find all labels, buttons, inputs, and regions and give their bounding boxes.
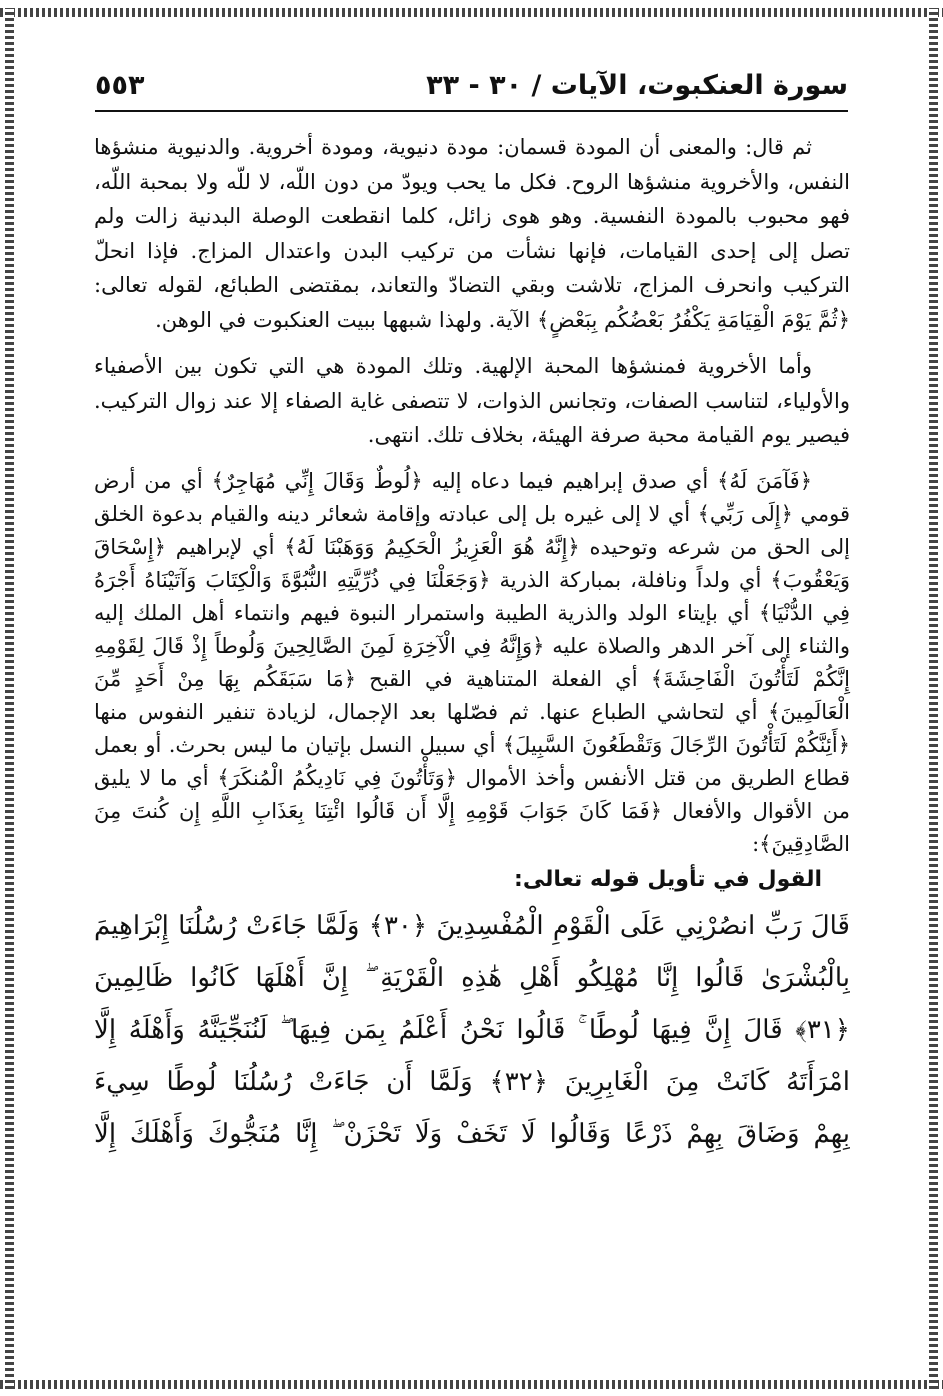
quran-line-2: بِالْبُشْرَىٰ قَالُوا إِنَّا مُهْلِكُو أَهْلِ هَٰذِهِ الْقَرْيَةِ ۖ إِنَّ أَهْلَهَا كَانُوا ظَالِمِينَ — [94, 962, 850, 993]
quran-verses-block — [94, 900, 850, 1160]
quran-line-1: قَالَ رَبِّ انصُرْنِي عَلَى الْقَوْمِ الْمُفْسِدِينَ ﴿٣٠﴾ وَلَمَّا جَاءَتْ رُسُلُنَا إِبْرَاهِيمَ — [94, 910, 850, 941]
page-border-top — [0, 8, 943, 17]
quran-line-4: امْرَأَتَهُ كَانَتْ مِنَ الْغَابِرِينَ ﴿٣٢﴾ وَلَمَّا أَن جَاءَتْ رُسُلُنَا لُوطًا سِيءَ — [94, 1066, 850, 1097]
quran-line-5: بِهِمْ وَضَاقَ بِهِمْ ذَرْعًا وَقَالُوا لَا تَخَفْ وَلَا تَحْزَنْ ۖ إِنَّا مُنَجُّوكَ وَأَهْلَكَ إِلَّا — [94, 1118, 850, 1149]
page-border-left — [5, 8, 14, 1389]
page-header — [95, 62, 848, 112]
quran-line-3: ﴿٣١﴾ قَالَ إِنَّ فِيهَا لُوطًا ۚ قَالُوا نَحْنُ أَعْلَمُ بِمَن فِيهَا ۖ لَنُنَجِّيَنَّهُ وَأَهْلَهُ إِلَّا — [94, 1014, 850, 1045]
page-body — [94, 130, 850, 1345]
page-border-right — [929, 8, 938, 1389]
section-heading: القول في تأويل قوله تعالى: — [514, 866, 822, 892]
page-border-bottom — [0, 1380, 943, 1389]
commentary-paragraph-3: ﴿فَآمَنَ لَهُ﴾ أي صدق إبراهيم فيما دعاه إليه ﴿لُوطٌ وَقَالَ إِنِّي مُهَاجِرٌ﴾ أي من أرض قومي ﴿إِلَى رَبِّي﴾ أي لا إلى غيره بل إلى عبادته وإقامة شعائر دينه والقيام بدعوة الخلق إلى الحق من شرعه وتوحيده ﴿إِنَّهُ هُوَ الْعَزِيزُ الْحَكِيمُ وَوَهَبْنَا لَهُ﴾ أي لإبراهيم ﴿إِسْحَاقَ وَيَعْقُوبَ﴾ أي ولداً ونافلة، بمباركة الذرية ﴿وَجَعَلْنَا فِي ذُرِّيَّتِهِ النُّبُوَّةَ وَالْكِتَابَ وَآتَيْنَاهُ أَجْرَهُ فِي الدُّنْيَا﴾ أي بإيتاء الولد والذرية الطيبة واستمرار النبوة فيهم وانتماء أهل الملك إليه والثناء إلى آخر الدهر والصلاة عليه ﴿وَإِنَّهُ فِي الْآخِرَةِ لَمِنَ الصَّالِحِينَ وَلُوطاً إِذْ قَالَ لِقَوْمِهِ إِنَّكُمْ لَتَأْتُونَ الْفَاحِشَةَ﴾ أي الفعلة المتناهية في القبح ﴿مَا سَبَقَكُم بِهَا مِنْ أَحَدٍ مِّنَ الْعَالَمِينَ﴾ أي لتحاشي الطباع عنها. ثم فصّلها بعد الإجمال، لزيادة تنفير النفوس منها ﴿أَئِنَّكُمْ لَتَأْتُونَ الرِّجَالَ وَتَقْطَعُونَ السَّبِيلَ﴾ أي سبيل النسل بإتيان ما ليس بحرث. أو بعمل قطاع الطريق من قتل الأنفس وأخذ الأموال ﴿وَتَأْتُونَ فِي نَادِيكُمُ الْمُنكَرَ﴾ أي ما لا يليق من الأقوال والأفعال ﴿فَمَا كَانَ جَوَابَ قَوْمِهِ إِلَّا أَن قَالُوا ائْتِنَا بِعَذَابِ اللَّهِ إِن كُنتَ مِنَ الصَّادِقِينَ﴾: — [94, 468, 851, 856]
page-number: ٥٥٣ — [95, 70, 145, 101]
commentary-paragraph-1: ثم قال: والمعنى أن المودة قسمان: مودة دنيوية، ومودة أخروية. والدنيوية منشؤها النفس، والأخروية منشؤها الروح. فكل ما يحب ويودّ من دون اللّه، لا للّه ولا بمحبة اللّه، فهو محبوب بالمودة النفسية. وهو هوى زائل، كلما انقطعت الوصلة البدنية زالت ولم تصل إلى إحدى القيامات، فإنها نشأت من تركيب البدن واعتدال المزاج. فإذا انحلّ التركيب وانحرف المزاج، تلاشت وبقي التضادّ والتعاند، بمقتضى الطبائع، لقوله تعالى: ﴿ثُمَّ يَوْمَ الْقِيَامَةِ يَكْفُرُ بَعْضُكُم بِبَعْضٍ﴾ الآية. ولهذا شبهها ببيت العنكبوت في الوهن. — [94, 135, 851, 332]
commentary-paragraph-2: وأما الأخروية فمنشؤها المحبة الإلهية. وتلك المودة هي التي تكون بين الأصفياء والأولياء، لتناسب الصفات، وتجانس الذوات، لا تتصفى غاية الصفاء إلا عند زوال التركيب. فيصير يوم القيامة محبة صرفة الهيئة، بخلاف تلك. انتهى. — [94, 354, 850, 447]
running-title: سورة العنكبوت، الآيات / ٣٠ - ٣٣ — [426, 70, 848, 101]
